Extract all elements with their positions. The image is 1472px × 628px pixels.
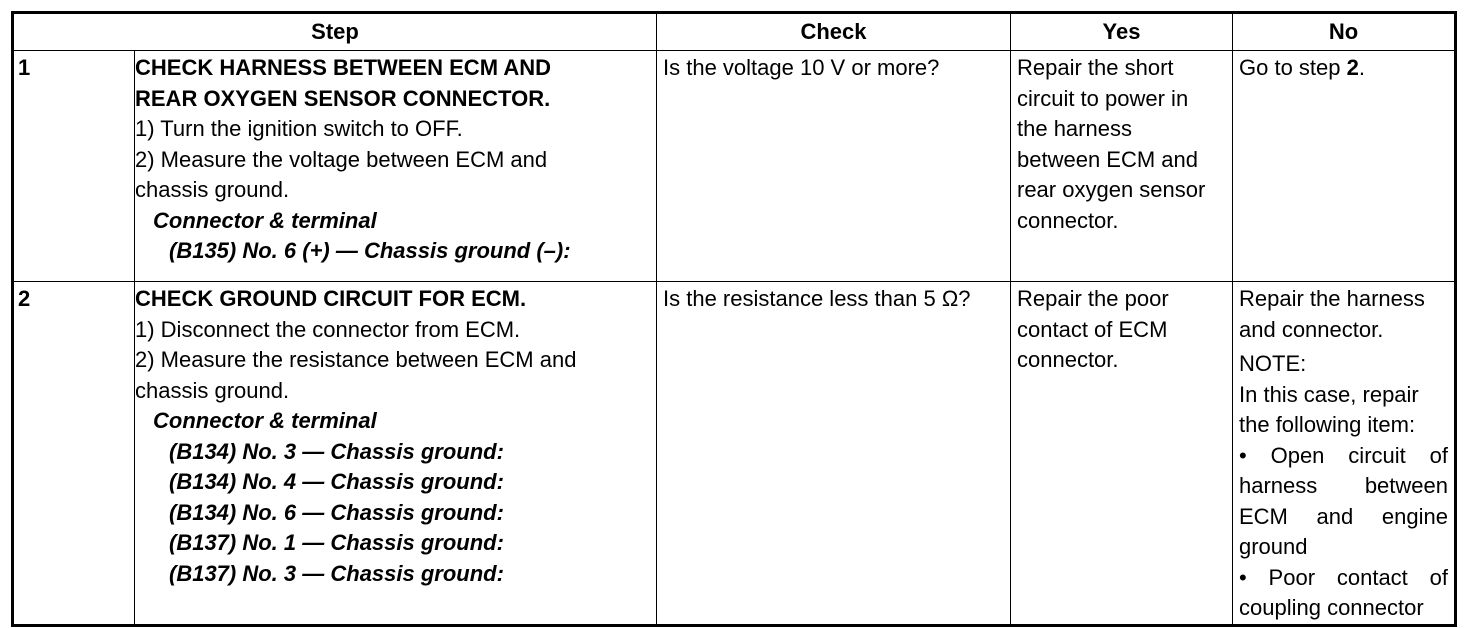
note-line: In this case, repair [1239,381,1419,407]
step-title-line: CHECK HARNESS BETWEEN ECM AND [135,55,551,80]
step-number: 2 [13,282,135,626]
note-line: • Poor contact of [1239,564,1448,590]
yes-line: connector. [1017,207,1119,233]
step-number: 1 [13,51,135,282]
yes-line: the harness [1017,116,1132,141]
check-cell: Is the resistance less than 5 Ω? [657,282,1011,626]
note-line: • Open circuit of [1239,442,1448,468]
header-row [13,13,1456,51]
instruction-line: chassis ground. [135,377,290,403]
terminal-line: (B134) No. 4 — Chassis ground: [169,469,504,494]
header-yes: Yes [1011,13,1233,51]
header-check: Check [657,13,1011,51]
terminal-line: (B135) No. 6 (+) — Chassis ground (–): [169,238,571,263]
yes-line: rear oxygen sensor [1017,177,1206,202]
terminal-line: (B137) No. 1 — Chassis ground: [169,530,504,555]
step-title-line: CHECK GROUND CIRCUIT FOR ECM. [135,286,527,311]
connector-label: Connector & terminal [153,207,377,233]
instruction-line: 1) Disconnect the connector from ECM. [135,316,521,342]
note-line: coupling connector [1239,595,1424,620]
yes-cell [1011,51,1233,282]
terminal-line: (B137) No. 3 — Chassis ground: [169,560,504,586]
no-line: and connector. [1239,316,1384,342]
note-line: the following item: [1239,412,1416,437]
no-cell [1233,51,1456,282]
step-description [135,282,657,626]
note-line: harness between [1239,473,1448,498]
instruction-line: chassis ground. [135,177,290,202]
note-line: ECM and engine [1239,503,1448,529]
table-row [13,282,1456,626]
no-text-suffix: . [1358,55,1365,80]
yes-line: between ECM and [1017,146,1198,172]
yes-cell [1011,282,1233,626]
yes-line: contact of ECM [1017,316,1168,342]
instruction-line: 2) Measure the voltage between ECM and [135,146,548,172]
check-cell: Is the voltage 10 V or more? [657,51,1011,282]
terminal-line: (B134) No. 3 — Chassis ground: [169,438,504,464]
step-title-line: REAR OXYGEN SENSOR CONNECTOR. [135,85,551,111]
diagnostic-table [11,11,1457,627]
table-row [13,51,1456,282]
yes-line: Repair the poor [1017,286,1169,311]
note-line: ground [1239,534,1308,559]
yes-line: Repair the short [1017,55,1174,80]
step-reference: 2 [1346,55,1359,80]
no-cell [1233,282,1456,626]
header-step: Step [13,13,657,51]
note-label: NOTE: [1239,351,1307,376]
connector-label: Connector & terminal [153,408,377,433]
terminal-line: (B134) No. 6 — Chassis ground: [169,499,504,525]
instruction-line: 2) Measure the resistance between ECM and [135,347,577,372]
yes-line: circuit to power in [1017,85,1189,111]
header-no: No [1233,13,1456,51]
no-line: Repair the harness [1239,286,1425,311]
yes-line: connector. [1017,347,1119,372]
instruction-line: 1) Turn the ignition switch to OFF. [135,116,463,141]
step-description [135,51,657,282]
no-text: Go to step [1239,55,1347,80]
